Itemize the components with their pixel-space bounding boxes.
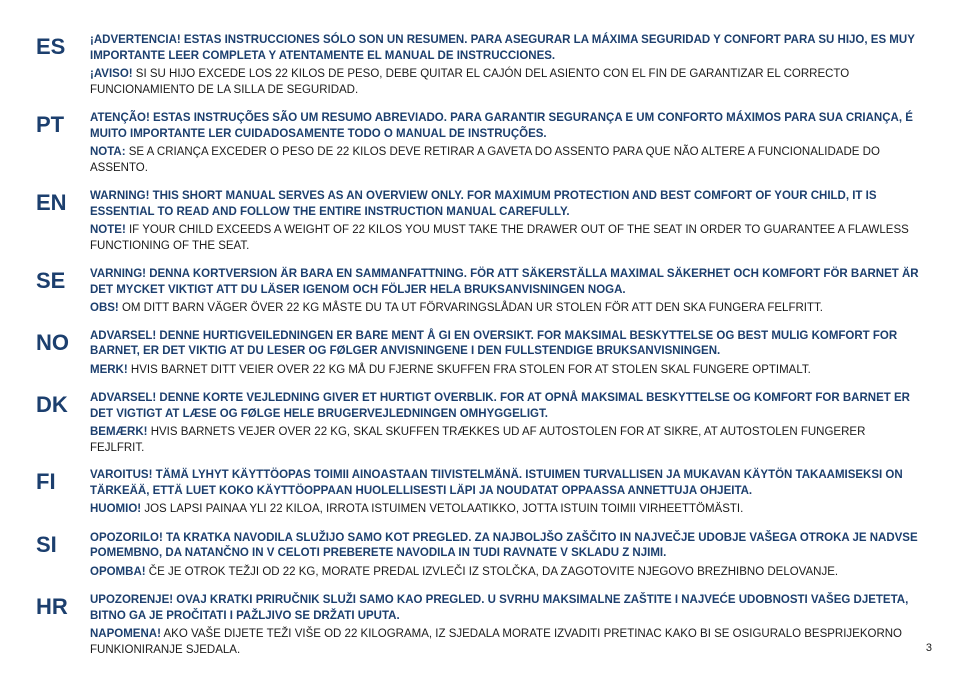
- language-code: NO: [36, 329, 69, 355]
- note-text: AKO VAŠE DIJETE TEŽI VIŠE OD 22 KILOGRAMA, IZ SJEDALA MORATE IZVADITI PRETINAC KAKO BI SE OSIGURALO BESPRIJEKORNO FUNKIONIRANJE SJEDALA.: [90, 628, 902, 656]
- section-body: [90, 111, 920, 176]
- page-number: 3: [925, 642, 932, 654]
- section-no: [36, 329, 920, 379]
- note-text: SI SU HIJO EXCEDE LOS 22 KILOS DE PESO, DEBE QUITAR EL CAJÓN DEL ASIENTO CON EL FIN DE GARANTIZAR EL CORRECTO FUNCIONAMIENTO DE LA SILLA DE SEGURIDAD.: [90, 68, 850, 96]
- note-label: OPOMBA!: [90, 565, 146, 578]
- note-paragraph: [90, 425, 920, 456]
- note-label: ¡AVISO!: [90, 68, 133, 80]
- note-paragraph: [90, 223, 920, 254]
- language-sections: [36, 33, 920, 658]
- language-code: HR: [36, 594, 68, 619]
- section-hr: [36, 593, 920, 658]
- warning-text: ¡ADVERTENCIA! ESTAS INSTRUCCIONES SÓLO SON UN RESUMEN. PARA ASEGURAR LA MÁXIMA SEGURIDAD Y CONFORT PARA SU HIJO, ES MUY IMPORTANTE LEER COMPLETA Y ATENTAMENTE EL MANUAL DE INSTRUCCIONES.: [90, 34, 915, 62]
- warning-text: ATENÇÃO! ESTAS INSTRUÇÕES SÃO UM RESUMO ABREVIADO. PARA GARANTIR SEGURANÇA E UM CONFORTO MÁXIMOS PARA SUA CRIANÇA, É MUITO IMPORTANTE LER CUIDADOSAMENTE TODO O MANUAL DE INSTRUÇÕES.: [90, 112, 913, 140]
- note-text: HVIS BARNETS VEJER OVER 22 KG, SKAL SKUFFEN TRÆKKES UD AF AUTOSTOLEN FOR AT SIKRE, AT AUTOSTOLEN FUNGERER FEJLFRIT.: [90, 426, 866, 454]
- note-paragraph: [90, 565, 920, 581]
- note-label: BEMÆRK!: [90, 426, 148, 438]
- note-paragraph: [90, 502, 920, 518]
- section-body: [90, 189, 920, 254]
- section-si: [36, 531, 920, 581]
- note-paragraph: [90, 627, 920, 658]
- warning-text: UPOZORENJE! OVAJ KRATKI PRIRUČNIK SLUŽI SAMO KAO PREGLED. U SVRHU MAKSIMALNE ZAŠTITE I NAJVEĆE UDOBNOSTI VAŠEG DJETETA, BITNO GA JE PROČITATI I PAŽLJIVO SE DRŽATI UPUTA.: [90, 594, 909, 622]
- section-body: [90, 329, 920, 379]
- note-label: MERK!: [90, 363, 128, 376]
- language-code: SE: [36, 268, 66, 293]
- section-body: [90, 391, 920, 456]
- language-code: PT: [36, 112, 65, 137]
- language-code: SI: [36, 531, 57, 557]
- warning-text: VARNING! DENNA KORTVERSION ÄR BARA EN SAMMANFATTNING. FÖR ATT SÄKERSTÄLLA MAXIMAL SÄKERHET OCH KOMFORT FÖR BARNET ÄR DET MYCKET VIKTIGT ATT DU LÄSER IGENOM OCH FÖLJER HELA BRUKSANVISNINGEN NOGA.: [90, 268, 919, 296]
- section-body: [90, 267, 920, 317]
- note-paragraph: [90, 363, 920, 379]
- warning-text: OPOZORILO! TA KRATKA NAVODILA SLUŽIJO SAMO KOT PREGLED. ZA NAJBOLJŠO ZAŠČITO IN NAJVEČJE UDOBJE VAŠEGA OTROKA JE NADVSE POMEMBNO, DA NATANČNO IN V CELOTI PREBERETE NAVODILA IN TUDI RAVNATE V SKLADU Z NJIMI.: [90, 531, 918, 559]
- warning-text: VAROITUS! TÄMÄ LYHYT KÄYTTÖOPAS TOIMII AINOASTAAN TIIVISTELMÄNÄ. ISTUIMEN TURVALLISEN JA MUKAVAN KÄYTÖN TAKAAMISEKSI ON TÄRKEÄÄ, ETTÄ LUET KOKO KÄYTTÖOPPAAN HUOLELLISESTI LÄPI JA NOUDATAT OPPAASSA ANNETTUJA OHJEITA.: [90, 469, 903, 497]
- language-code: DK: [36, 392, 68, 417]
- section-body: [90, 33, 920, 98]
- note-text: IF YOUR CHILD EXCEEDS A WEIGHT OF 22 KILOS YOU MUST TAKE THE DRAWER OUT OF THE SEAT IN ORDER TO GUARANTEE A FLAWLESS FUNCTIONING OF THE SEAT.: [90, 224, 909, 252]
- note-label: NOTE!: [90, 224, 126, 236]
- section-dk: [36, 391, 920, 456]
- note-text: JOS LAPSI PAINAA YLI 22 KILOA, IRROTA ISTUIMEN VETOLAATIKKO, JOTTA ISTUIN TOIMII VIRHEETTÖMÄSTI.: [144, 503, 744, 515]
- note-paragraph: [90, 145, 920, 176]
- note-label: OBS!: [90, 302, 119, 314]
- language-code: ES: [36, 34, 66, 59]
- note-label: NOTA:: [90, 146, 126, 158]
- section-body: [90, 468, 920, 518]
- warning-text: ADVARSEL! DENNE HURTIGVEILEDNINGEN ER BARE MENT Å GI EN OVERSIKT. FOR MAKSIMAL BESKYTTELSE OG BEST MULIG KOMFORT FOR BARNET, ER DET VIKTIG AT DU LESER OG FØLGER ANVISNINGENE I DEN FULLSTENDIGE BRUKSANVISNINGEN.: [90, 329, 898, 357]
- note-label: NAPOMENA!: [90, 628, 161, 640]
- language-code: FI: [36, 469, 56, 494]
- section-body: [90, 593, 920, 658]
- section-se: [36, 267, 920, 317]
- warning-text: WARNING! THIS SHORT MANUAL SERVES AS AN OVERVIEW ONLY. FOR MAXIMUM PROTECTION AND BEST COMFORT OF YOUR CHILD, IT IS ESSENTIAL TO READ AND FOLLOW THE ENTIRE INSTRUCTION MANUAL CAREFULLY.: [90, 190, 877, 218]
- section-fi: [36, 468, 920, 518]
- note-paragraph: [90, 301, 920, 317]
- note-text: HVIS BARNET DITT VEIER OVER 22 KG MÅ DU FJERNE SKUFFEN FRA STOLEN FOR AT STOLEN SKAL FUNGERE OPTIMALT.: [130, 363, 811, 376]
- warning-text: ADVARSEL! DENNE KORTE VEJLEDNING GIVER ET HURTIGT OVERBLIK. FOR AT OPNÅ MAKSIMAL BESKYTTELSE OG KOMFORT FOR BARNET ER DET VIGTIGT AT LÆSE OG FØLGE HELE BRUGERVEJLEDNINGEN OMHYGGELIGT.: [90, 392, 910, 420]
- note-paragraph: [90, 67, 920, 98]
- section-en: [36, 189, 920, 254]
- section-es: [36, 33, 920, 98]
- language-code: EN: [36, 190, 67, 215]
- note-text: OM DITT BARN VÄGER ÖVER 22 KG MÅSTE DU TA UT FÖRVARINGSLÅDAN UR STOLEN FÖR ATT DEN SKA FUNGERA FELFRITT.: [121, 302, 823, 314]
- note-text: SE A CRIANÇA EXCEDER O PESO DE 22 KILOS DEVE RETIRAR A GAVETA DO ASSENTO PARA QUE NÃO ALTERE A FUNCIONALIDADE DO ASSENTO.: [90, 146, 880, 174]
- note-text: ČE JE OTROK TEŽJI OD 22 KG, MORATE PREDAL IZVLEČI IZ STOLČKA, DA ZAGOTOVITE NJEGOVO BREZHIBNO DELOVANJE.: [148, 565, 839, 578]
- section-body: [90, 531, 920, 581]
- section-pt: [36, 111, 920, 176]
- note-label: HUOMIO!: [90, 503, 142, 515]
